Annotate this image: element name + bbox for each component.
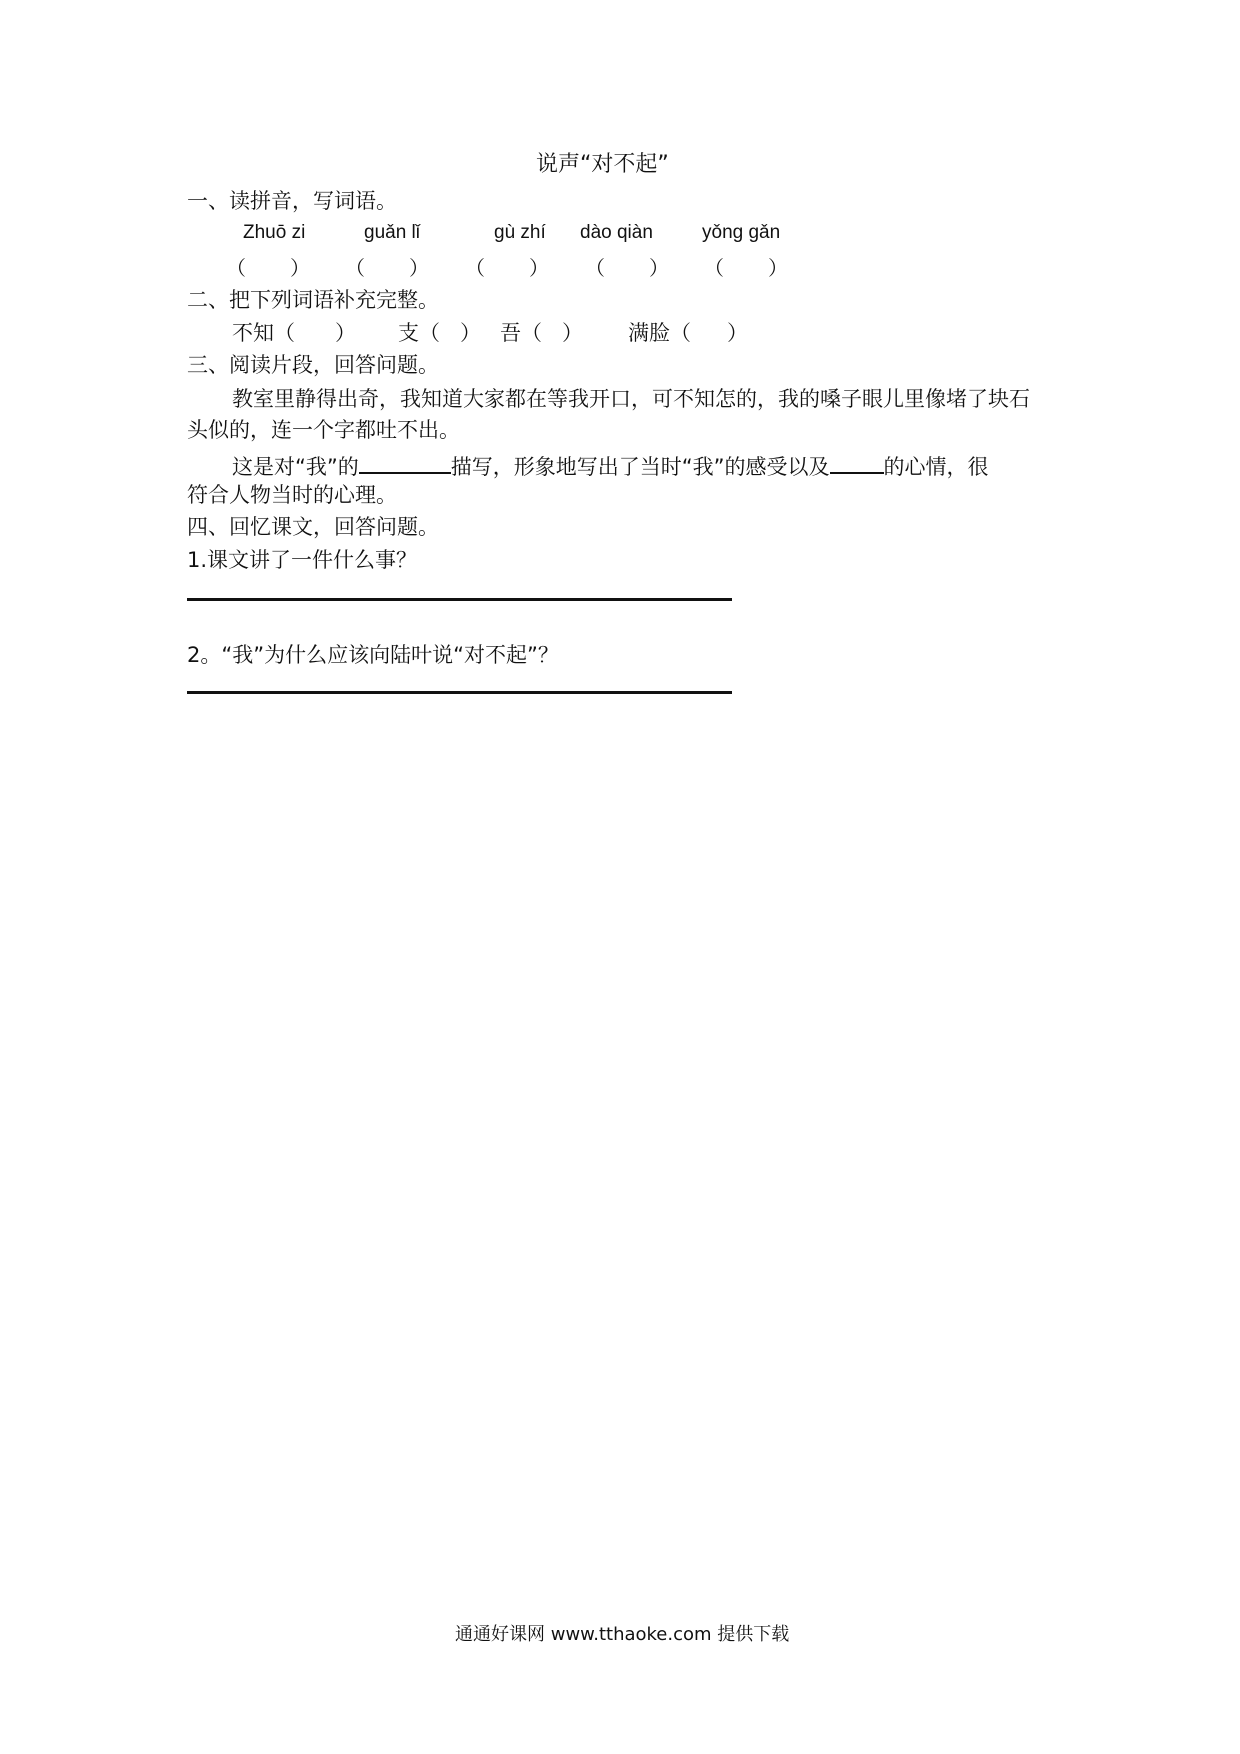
paren-close: ） [562, 321, 583, 345]
pinyin-3: gù zhí [494, 222, 546, 243]
page-title: 说声“对不起” [536, 152, 669, 177]
paren-open: （ [345, 256, 365, 280]
paren-close: ） [335, 321, 356, 345]
question-4-1: 1.课文讲了一件什么事？ [187, 548, 418, 572]
question-4-2: 2。“我”为什么应该向陆叶说“对不起”？ [187, 643, 559, 667]
fill-item-3[interactable] [500, 318, 583, 348]
question-3-line-1 [232, 448, 989, 482]
fill-item-4[interactable] [628, 318, 748, 348]
paren-open: （ [521, 321, 542, 345]
paren-open: （ [419, 321, 440, 345]
paren-open: （ [465, 256, 485, 280]
paren-close: ） [768, 256, 788, 280]
passage-line-2: 头似的，连一个字都吐不出。 [187, 418, 460, 442]
answer-box-2[interactable] [345, 252, 429, 281]
fill-prefix: 吾 [500, 321, 521, 345]
section-1-heading: 一、读拼音，写词语。 [187, 189, 397, 213]
paren-open: （ [274, 321, 295, 345]
fill-prefix: 支 [398, 321, 419, 345]
paren-close: ） [290, 256, 310, 280]
passage-line-1: 教室里静得出奇，我知道大家都在等我开口，可不知怎的，我的嗓子眼儿里像堵了块石 [232, 387, 1030, 411]
q3-part-3: 的心情，很 [883, 455, 989, 479]
answer-box-4[interactable] [585, 252, 669, 281]
page-footer: 通通好课网 www.tthaoke.com 提供下载 [455, 1624, 790, 1645]
fill-prefix: 不知 [232, 321, 274, 345]
paren-close: ） [649, 256, 669, 280]
blank-description-type[interactable] [359, 448, 451, 474]
q3-part-2: 描写，形象地写出了当时“我”的感受以及 [450, 455, 830, 479]
paren-open: （ [585, 256, 605, 280]
paren-open: （ [670, 321, 691, 345]
fill-prefix: 满脸 [628, 321, 670, 345]
section-4-heading: 四、回忆课文，回答问题。 [187, 515, 439, 539]
pinyin-2: guǎn lǐ [364, 222, 420, 243]
paren-open: （ [704, 256, 724, 280]
question-3-line-2: 符合人物当时的心理。 [187, 483, 397, 507]
paren-close: ） [460, 321, 481, 345]
pinyin-4: dào qiàn [580, 222, 653, 243]
answer-line-2[interactable] [187, 691, 732, 694]
fill-item-2[interactable] [398, 318, 481, 348]
pinyin-5: yǒng gǎn [702, 222, 781, 243]
answer-box-5[interactable] [704, 252, 788, 281]
paren-close: ） [529, 256, 549, 280]
section-3-heading: 三、阅读片段，回答问题。 [187, 353, 439, 377]
answer-box-3[interactable] [465, 252, 549, 281]
paren-close: ） [409, 256, 429, 280]
q3-part-1: 这是对“我”的 [232, 455, 359, 479]
answer-box-1[interactable] [226, 252, 310, 281]
section-2-heading: 二、把下列词语补充完整。 [187, 288, 439, 312]
blank-mood[interactable] [830, 448, 884, 474]
answer-line-1[interactable] [187, 598, 732, 601]
paren-close: ） [727, 321, 748, 345]
fill-item-1[interactable] [232, 318, 356, 348]
pinyin-1: Zhuō zi [243, 222, 306, 243]
paren-open: （ [226, 256, 246, 280]
